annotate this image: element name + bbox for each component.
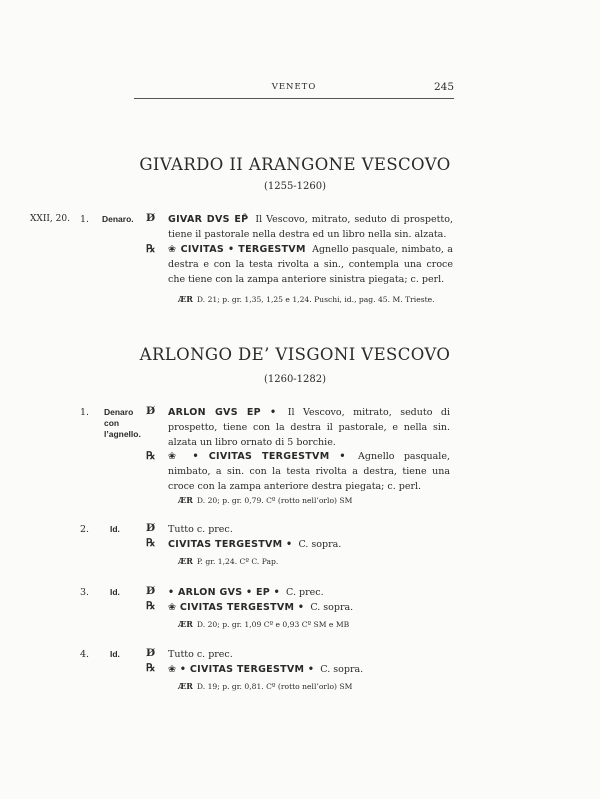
obverse-text: Il Vescovo, mitrato, seduto di prospetto, tiene con la destra il pastorale, e nella sin. alzata un libro ornato di 5 borchie.	[168, 407, 450, 448]
obverse-symbol: D̸	[146, 647, 156, 659]
reverse-description	[168, 662, 450, 677]
reverse-symbol: ℞	[146, 662, 156, 674]
entry-number: 4.	[80, 649, 90, 660]
reverse-text: Agnello pasquale, nimbato, a destra e con la testa rivolta a sin., contempla una croce che tiene con la zampa anteriore sinistra piegata; c. perl.	[168, 244, 453, 285]
section-title: GIVARDO II ARANGONE VESCOVO	[139, 155, 451, 174]
details-text: P. gr. 1,24. Cº C. Pap.	[196, 557, 279, 566]
obverse-legend: • ARLON GVS • EP •	[168, 587, 281, 598]
obverse-description	[168, 585, 450, 600]
plate-reference: XXII, 20.	[30, 214, 70, 224]
details-text: D. 19; p. gr. 0,81. Cº (rotto nell’orlo) SM	[196, 682, 353, 691]
obverse-symbol: D̸	[146, 212, 156, 224]
denomination: Denaro con l’agnello.	[104, 407, 141, 439]
reverse-description	[168, 242, 453, 287]
reverse-text: C. sopra.	[298, 539, 342, 550]
entry-number: 1.	[80, 214, 90, 225]
coin-details	[178, 294, 435, 304]
reverse-symbol: ℞	[146, 450, 156, 462]
denomination: Denaro.	[102, 214, 134, 224]
metal-symbol: ÆR	[178, 294, 193, 304]
metal-symbol: ÆR	[178, 681, 193, 691]
obverse-description	[168, 212, 453, 242]
obverse-text: Il Vescovo, mitrato, seduto di prospetto, tiene il pastorale nella destra ed un libro nella sin. alzata.	[168, 214, 453, 240]
coin-details	[178, 619, 349, 629]
reverse-legend: ❀ CIVITAS • TERGESTVM	[168, 244, 306, 255]
obverse-legend: ARLON GVS EP •	[168, 407, 277, 418]
obverse-description	[168, 647, 450, 662]
reverse-description	[168, 449, 450, 494]
obverse-legend: GIVAR DVS EP̑	[168, 214, 249, 225]
obverse-text: Tutto c. prec.	[168, 649, 233, 660]
reverse-symbol: ℞	[146, 600, 156, 612]
coin-details	[178, 495, 352, 505]
running-head	[134, 78, 454, 99]
reverse-text: C. sopra.	[320, 664, 364, 675]
page-number: 245	[433, 81, 454, 93]
reverse-legend: ❀ • CIVITAS TERGESTVM •	[168, 664, 315, 675]
section-title: ARLONGO DE’ VISGONI VESCOVO	[139, 345, 451, 364]
coin-details	[178, 681, 352, 691]
details-text: D. 20; p. gr. 1,09 Cº e 0,93 Cº SM e MB	[196, 620, 350, 629]
obverse-description	[168, 522, 450, 537]
details-text: D. 21; p. gr. 1,35, 1,25 e 1,24. Puschi, id., pag. 45. M. Trieste.	[196, 295, 435, 304]
entry-number: 2.	[80, 524, 90, 535]
reverse-description	[168, 537, 450, 552]
reverse-symbol: ℞	[146, 243, 156, 255]
section-dates: (1260-1282)	[263, 374, 327, 385]
reverse-description	[168, 600, 450, 615]
running-head-title: VENETO	[271, 82, 317, 92]
metal-symbol: ÆR	[178, 495, 193, 505]
entry-number: 3.	[80, 587, 90, 598]
denomination: Id.	[110, 649, 120, 659]
reverse-text: C. sopra.	[310, 602, 354, 613]
details-text: D. 20; p. gr. 0,79. Cº (rotto nell’orlo) SM	[196, 496, 353, 505]
entry-number: 1.	[80, 407, 90, 418]
denomination: Id.	[110, 587, 120, 597]
obverse-text: Tutto c. prec.	[168, 524, 233, 535]
section-dates: (1255-1260)	[263, 181, 327, 192]
obverse-symbol: D̸	[146, 585, 156, 597]
obverse-description	[168, 405, 450, 450]
obverse-text: C. prec.	[286, 587, 324, 598]
reverse-legend: ❀ CIVITAS TERGESTVM •	[168, 602, 305, 613]
metal-symbol: ÆR	[178, 556, 193, 566]
obverse-symbol: D̸	[146, 405, 156, 417]
obverse-symbol: D̸	[146, 522, 156, 534]
metal-symbol: ÆR	[178, 619, 193, 629]
coin-details	[178, 556, 278, 566]
reverse-symbol: ℞	[146, 537, 156, 549]
denomination: Id.	[110, 524, 120, 534]
reverse-text: Agnello pasquale, nimbato, a sin. con la testa rivolta a destra, tiene una croce con la zampa anteriore destra piegata; c. perl.	[168, 451, 450, 492]
reverse-legend: CIVITAS TERGESTVM •	[168, 539, 293, 550]
reverse-legend: ❀ • CIVITAS TERGESTVM •	[168, 451, 346, 462]
